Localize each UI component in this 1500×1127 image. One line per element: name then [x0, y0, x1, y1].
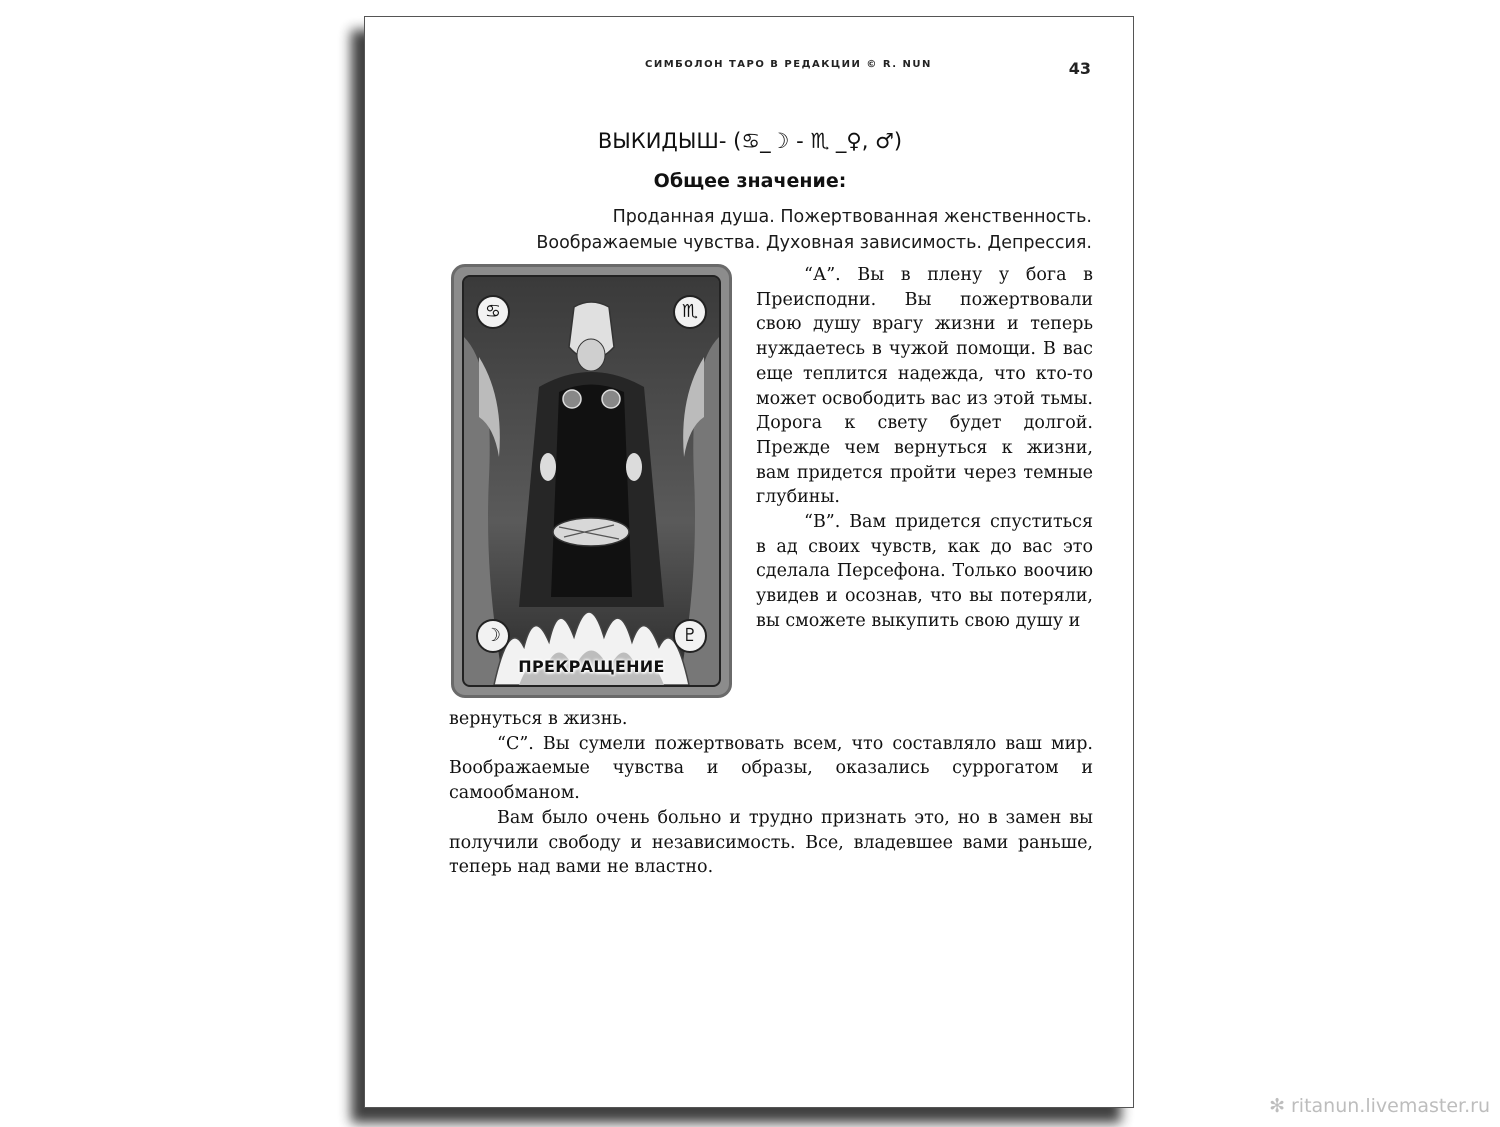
watermark-text: ritanun.livemaster.ru: [1291, 1095, 1490, 1117]
text-full-width: [449, 707, 1093, 880]
text-column: [756, 263, 1093, 634]
intro-line-2: Воображаемые чувства. Духовная зависимость. Депрессия.: [536, 233, 1092, 253]
watermark: [1269, 1095, 1490, 1117]
running-head: СИМБОЛОН ТАРО В РЕДАКЦИИ © R. NUN: [645, 59, 932, 70]
tarot-card-frame: [462, 275, 721, 687]
book-page: [364, 16, 1134, 1108]
pluto-symbol-icon: ♇: [673, 619, 707, 653]
scorpio-symbol-icon: ♏: [673, 295, 707, 329]
paragraph-a: “А”. Вы в плену у бога в Преисподни. Вы пожертвовали свою душу врагу жизни и теперь нуждаетесь в чужой помощи. В вас еще теплится надежда, что кто-то может освободить вас из этой тьмы. Дорога к свету будет долгой. Прежде чем вернуться к жизни, вам придется пройти через темные глубины.: [756, 265, 1093, 508]
page-number: 43: [1068, 59, 1091, 78]
cancer-symbol-icon: ♋: [476, 295, 510, 329]
paragraph-c: “С”. Вы сумели пожертвовать всем, что составляло ваш мир. Воображаемые чувства и образы, оказались суррогатом и самообманом.: [449, 733, 1093, 804]
intro-line-1: Проданная душа. Пожертвованная женственность.: [612, 207, 1092, 227]
flower-icon: ✻: [1269, 1095, 1285, 1117]
paragraph-d: Вам было очень больно и трудно признать это, но в замен вы получили свободу и независимость. Все, владевшее вами раньше, теперь над вами не властно.: [449, 807, 1093, 878]
tarot-card-image: [451, 264, 732, 698]
paragraph-b-end: вернуться в жизнь.: [449, 709, 628, 729]
page-title: ВЫКИДЫШ- (♋_☽ - ♏ _♀, ♂): [597, 129, 903, 153]
moon-symbol-icon: ☽: [476, 619, 510, 653]
intro-text: [449, 204, 1092, 256]
paragraph-b: “В”. Вам придется спуститься в ад своих чувств, как до вас это сделала Персефона. Только воочию увидев и осознав, что вы потеряли, вы сможете выкупить свою душу и: [756, 512, 1093, 631]
section-subtitle: Общее значение:: [653, 170, 847, 192]
card-caption: ПРЕКРАЩЕНИЕ: [518, 657, 665, 676]
